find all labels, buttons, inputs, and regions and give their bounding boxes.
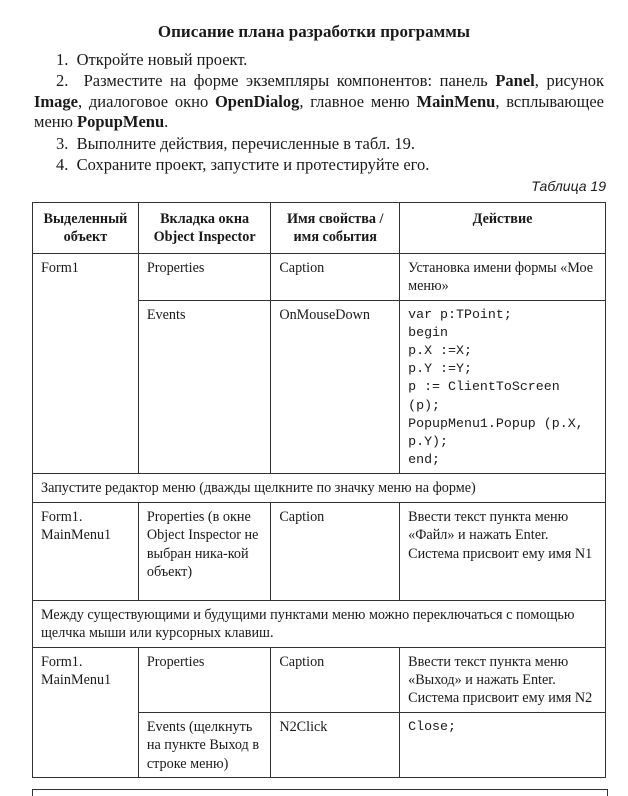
code-line: var p:TPoint; — [408, 306, 512, 322]
cell-object: Form1. MainMenu1 — [33, 647, 139, 777]
code-line: p.X :=X; — [408, 343, 472, 359]
table-header-row — [33, 203, 606, 254]
header-property-name: Имя свойства / имя события — [271, 203, 400, 254]
cell-tab: Events — [138, 300, 270, 474]
component-name: Image — [34, 91, 78, 111]
component-name: OpenDialog — [214, 91, 300, 111]
table-row — [33, 647, 606, 712]
actions-table — [32, 202, 606, 778]
code-line: p := ClientToScreen — [408, 379, 560, 395]
cell-action: Ввести текст пункта меню «Файл» и нажать Enter. Система присвоит ему имя N1 — [400, 502, 606, 600]
cell-tab: Properties — [138, 647, 270, 712]
header-selected-object: Выделенный объект — [33, 203, 139, 254]
code-line: PopupMenu1.Popup (p.X, — [408, 415, 584, 431]
table-note-row — [33, 474, 606, 502]
cell-tab: Properties (в окне Object Inspector не выбран ника-кой объект) — [138, 502, 270, 600]
code-line: p.Y :=Y; — [408, 361, 472, 377]
code-line: (p); — [408, 397, 441, 413]
header-action: Действие — [400, 203, 606, 254]
code-line: p.Y); — [408, 434, 449, 450]
cell-property: N2Click — [271, 712, 400, 777]
table-note-row — [33, 600, 606, 647]
cell-action: Установка имени формы «Мое меню» — [400, 253, 606, 300]
component-name: MainMenu — [416, 91, 496, 111]
step-3: 3. Выполните действия, перечисленные в табл. 19. — [56, 134, 415, 153]
page-title: Описание плана разработки программы — [157, 22, 471, 41]
cell-property: Caption — [271, 647, 400, 712]
cell-property: OnMouseDown — [271, 300, 400, 474]
table-caption: Таблица 19 — [531, 178, 606, 194]
cell-property: Caption — [271, 253, 400, 300]
code-line: end; — [408, 452, 441, 468]
cell-tab: Events (щелкнуть на пункте Выход в строке меню) — [138, 712, 270, 777]
component-name: PopupMenu — [77, 112, 165, 131]
code-line: begin — [408, 324, 449, 340]
cell-code — [400, 300, 606, 474]
header-inspector-tab: Вкладка окна Object Inspector — [138, 203, 270, 254]
step-1: 1. Откройте новый проект. — [56, 50, 248, 69]
cell-action: Ввести текст пункта меню «Выход» и нажать Enter. Система присвоит ему имя N2 — [400, 647, 606, 712]
cell-object: Form1 — [33, 253, 139, 474]
step-4: 4. Сохраните проект, запустите и протестируйте его. — [56, 155, 430, 174]
step-2: 2. Разместите на форме экземпляры компонентов: панель Panel, рисунок Image, диалоговое окно OpenDialog, главное меню MainMenu, всплывающее меню PopupMenu. — [34, 71, 604, 131]
cell-tab: Properties — [138, 253, 270, 300]
table-note: Между существующими и будущими пунктами меню можно переключаться с помощью щелчка мыши или курсорных клавиш. — [33, 600, 606, 647]
table-row — [33, 502, 606, 600]
table-note: Запустите редактор меню (дважды щелкните по значку меню на форме) — [33, 474, 606, 502]
cell-code: Close; — [400, 712, 606, 777]
table-row — [33, 253, 606, 300]
component-name: Panel — [495, 71, 535, 90]
cell-property: Caption — [271, 502, 400, 600]
cell-object: Form1. MainMenu1 — [33, 502, 139, 600]
